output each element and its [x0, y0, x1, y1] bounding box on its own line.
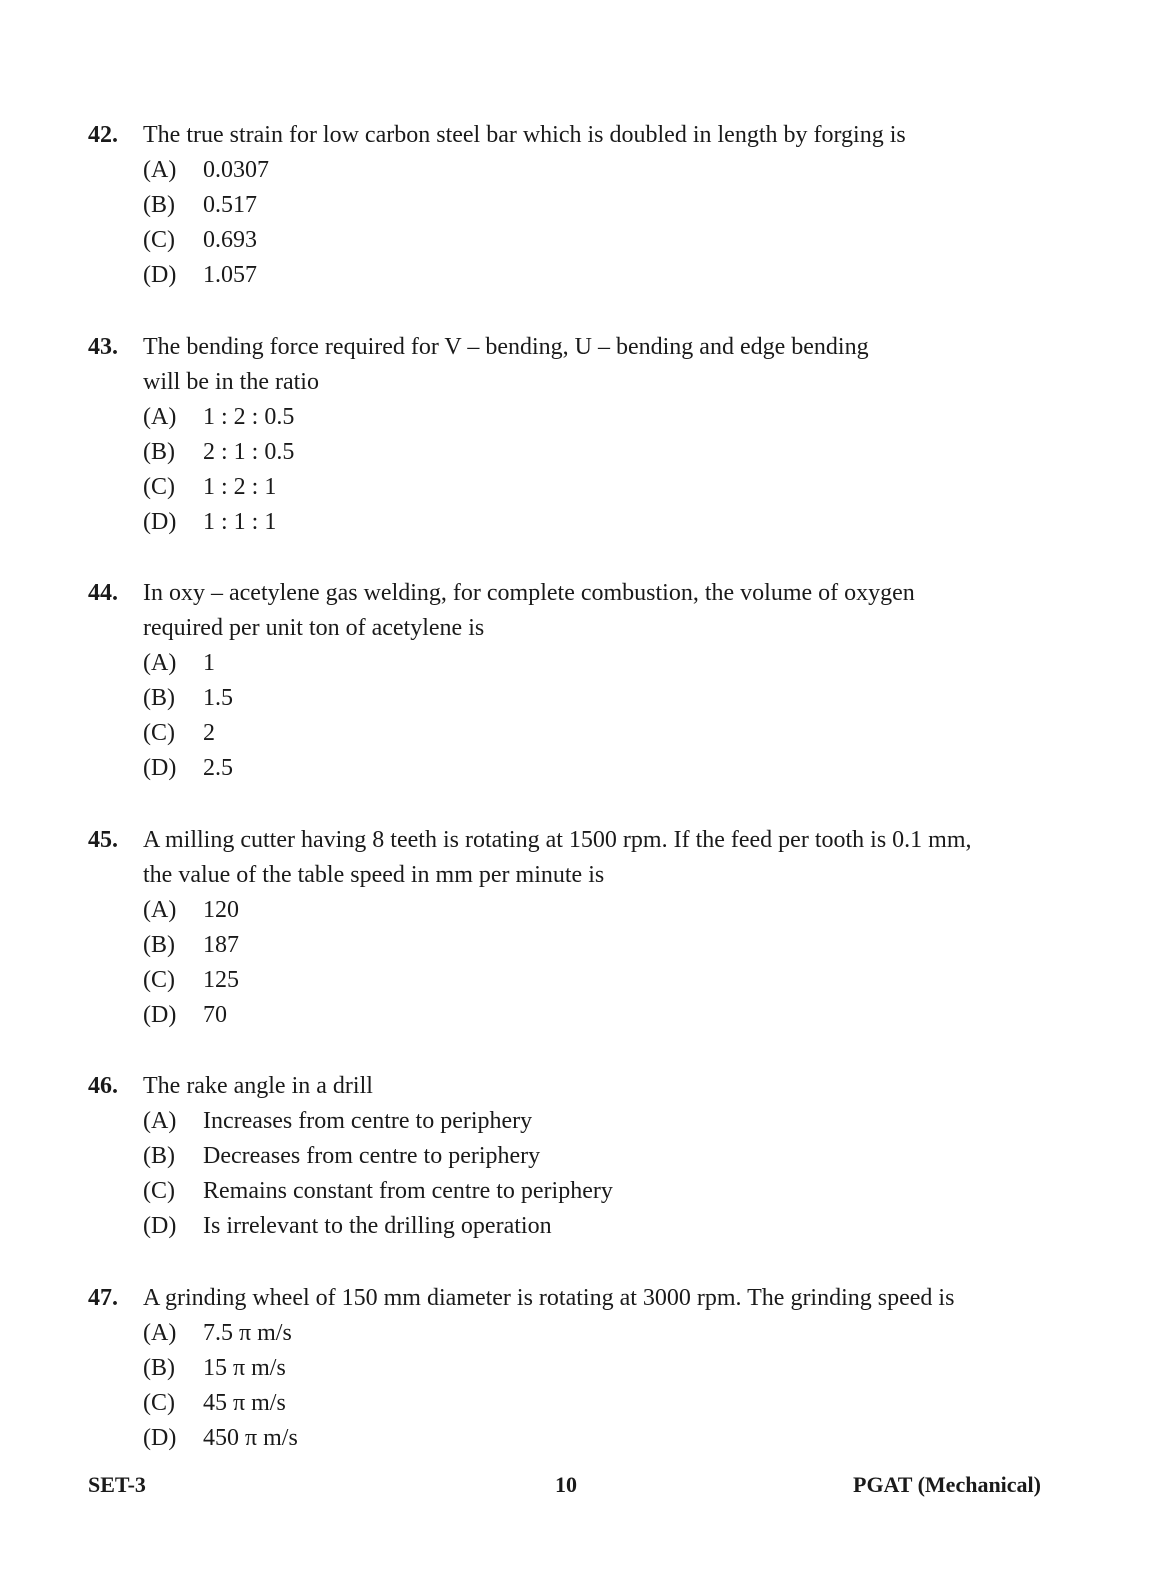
set-label: SET-3 [88, 1472, 146, 1497]
option-text: Is irrelevant to the drilling operation [203, 1213, 552, 1239]
option-d [88, 1209, 1088, 1244]
question-text-continued: the value of the table speed in mm per minute is [143, 862, 605, 888]
option-letter: (B) [143, 1355, 175, 1381]
option-letter: (D) [143, 1213, 177, 1239]
question-45 [88, 823, 1088, 1033]
option-letter: (D) [143, 1425, 177, 1451]
option-b [88, 188, 1088, 223]
option-text: 1.057 [203, 262, 257, 288]
option-a [88, 400, 1088, 435]
option-text: 70 [203, 1002, 227, 1028]
option-letter: (A) [143, 157, 177, 183]
question-text: The rake angle in a drill [143, 1073, 373, 1099]
option-d [88, 998, 1088, 1033]
question-stem [88, 823, 1088, 858]
option-text: 15 π m/s [203, 1355, 286, 1381]
option-text: Remains constant from centre to periphery [203, 1178, 613, 1204]
option-b [88, 681, 1088, 716]
option-letter: (C) [143, 720, 175, 746]
option-text: 0.517 [203, 192, 257, 218]
option-text: 45 π m/s [203, 1390, 286, 1416]
option-letter: (C) [143, 227, 175, 253]
option-letter: (A) [143, 897, 177, 923]
option-letter: (A) [143, 1320, 177, 1346]
option-letter: (C) [143, 1390, 175, 1416]
question-text-continued: required per unit ton of acetylene is [143, 615, 485, 641]
question-text: A milling cutter having 8 teeth is rotating at 1500 rpm. If the feed per tooth is 0.1 mm, [143, 827, 972, 853]
option-a [88, 1104, 1088, 1139]
page-footer [88, 1470, 1041, 1500]
question-number: 42. [88, 122, 118, 148]
option-d [88, 258, 1088, 293]
option-text: 2.5 [203, 755, 233, 781]
option-d [88, 505, 1088, 540]
option-b [88, 1139, 1088, 1174]
option-text: 7.5 π m/s [203, 1320, 292, 1346]
question-stem [88, 118, 1088, 153]
page-number: 10 [555, 1472, 577, 1497]
option-text: 450 π m/s [203, 1425, 298, 1451]
question-stem [88, 576, 1088, 611]
question-text: In oxy – acetylene gas welding, for complete combustion, the volume of oxygen [143, 580, 915, 606]
option-letter: (A) [143, 404, 177, 430]
question-stem [88, 1069, 1088, 1104]
option-text: 0.693 [203, 227, 257, 253]
option-text: 125 [203, 967, 239, 993]
option-a [88, 646, 1088, 681]
question-42 [88, 118, 1088, 293]
option-c [88, 1386, 1088, 1421]
option-c [88, 470, 1088, 505]
option-text: Increases from centre to periphery [203, 1108, 533, 1134]
option-d [88, 751, 1088, 786]
option-letter: (A) [143, 1108, 177, 1134]
option-d [88, 1421, 1088, 1456]
question-stem [88, 1281, 1088, 1316]
option-letter: (D) [143, 509, 177, 535]
question-number: 44. [88, 580, 118, 606]
option-b [88, 928, 1088, 963]
option-b [88, 1351, 1088, 1386]
option-text: 1 : 2 : 0.5 [203, 404, 295, 430]
option-letter: (B) [143, 685, 175, 711]
option-letter: (C) [143, 1178, 175, 1204]
option-text: 120 [203, 897, 239, 923]
option-letter: (B) [143, 1143, 175, 1169]
option-letter: (D) [143, 262, 177, 288]
option-text: 2 [203, 720, 215, 746]
option-a [88, 153, 1088, 188]
option-c [88, 716, 1088, 751]
option-letter: (B) [143, 439, 175, 465]
option-letter: (C) [143, 474, 175, 500]
question-text: A grinding wheel of 150 mm diameter is rotating at 3000 rpm. The grinding speed is [143, 1285, 955, 1311]
question-number: 47. [88, 1285, 118, 1311]
question-43 [88, 330, 1088, 540]
option-letter: (D) [143, 1002, 177, 1028]
option-letter: (B) [143, 932, 175, 958]
option-text: Decreases from centre to periphery [203, 1143, 541, 1169]
question-text: The bending force required for V – bending, U – bending and edge bending [143, 334, 869, 360]
option-text: 187 [203, 932, 239, 958]
question-number: 43. [88, 334, 118, 360]
option-a [88, 1316, 1088, 1351]
option-c [88, 1174, 1088, 1209]
option-letter: (B) [143, 192, 175, 218]
option-letter: (D) [143, 755, 177, 781]
option-c [88, 223, 1088, 258]
question-47 [88, 1281, 1088, 1456]
question-text: The true strain for low carbon steel bar which is doubled in length by forging is [143, 122, 906, 148]
option-text: 1.5 [203, 685, 233, 711]
exam-title: PGAT (Mechanical) [853, 1472, 1041, 1497]
option-letter: (C) [143, 967, 175, 993]
option-text: 0.0307 [203, 157, 269, 183]
option-b [88, 435, 1088, 470]
question-number: 45. [88, 827, 118, 853]
option-text: 1 [203, 650, 215, 676]
question-46 [88, 1069, 1088, 1244]
option-text: 2 : 1 : 0.5 [203, 439, 295, 465]
option-letter: (A) [143, 650, 177, 676]
question-stem [88, 330, 1088, 365]
question-number: 46. [88, 1073, 118, 1099]
option-c [88, 963, 1088, 998]
option-text: 1 : 2 : 1 [203, 474, 277, 500]
option-a [88, 893, 1088, 928]
question-44 [88, 576, 1088, 786]
option-text: 1 : 1 : 1 [203, 509, 277, 535]
question-text-continued: will be in the ratio [143, 369, 319, 395]
